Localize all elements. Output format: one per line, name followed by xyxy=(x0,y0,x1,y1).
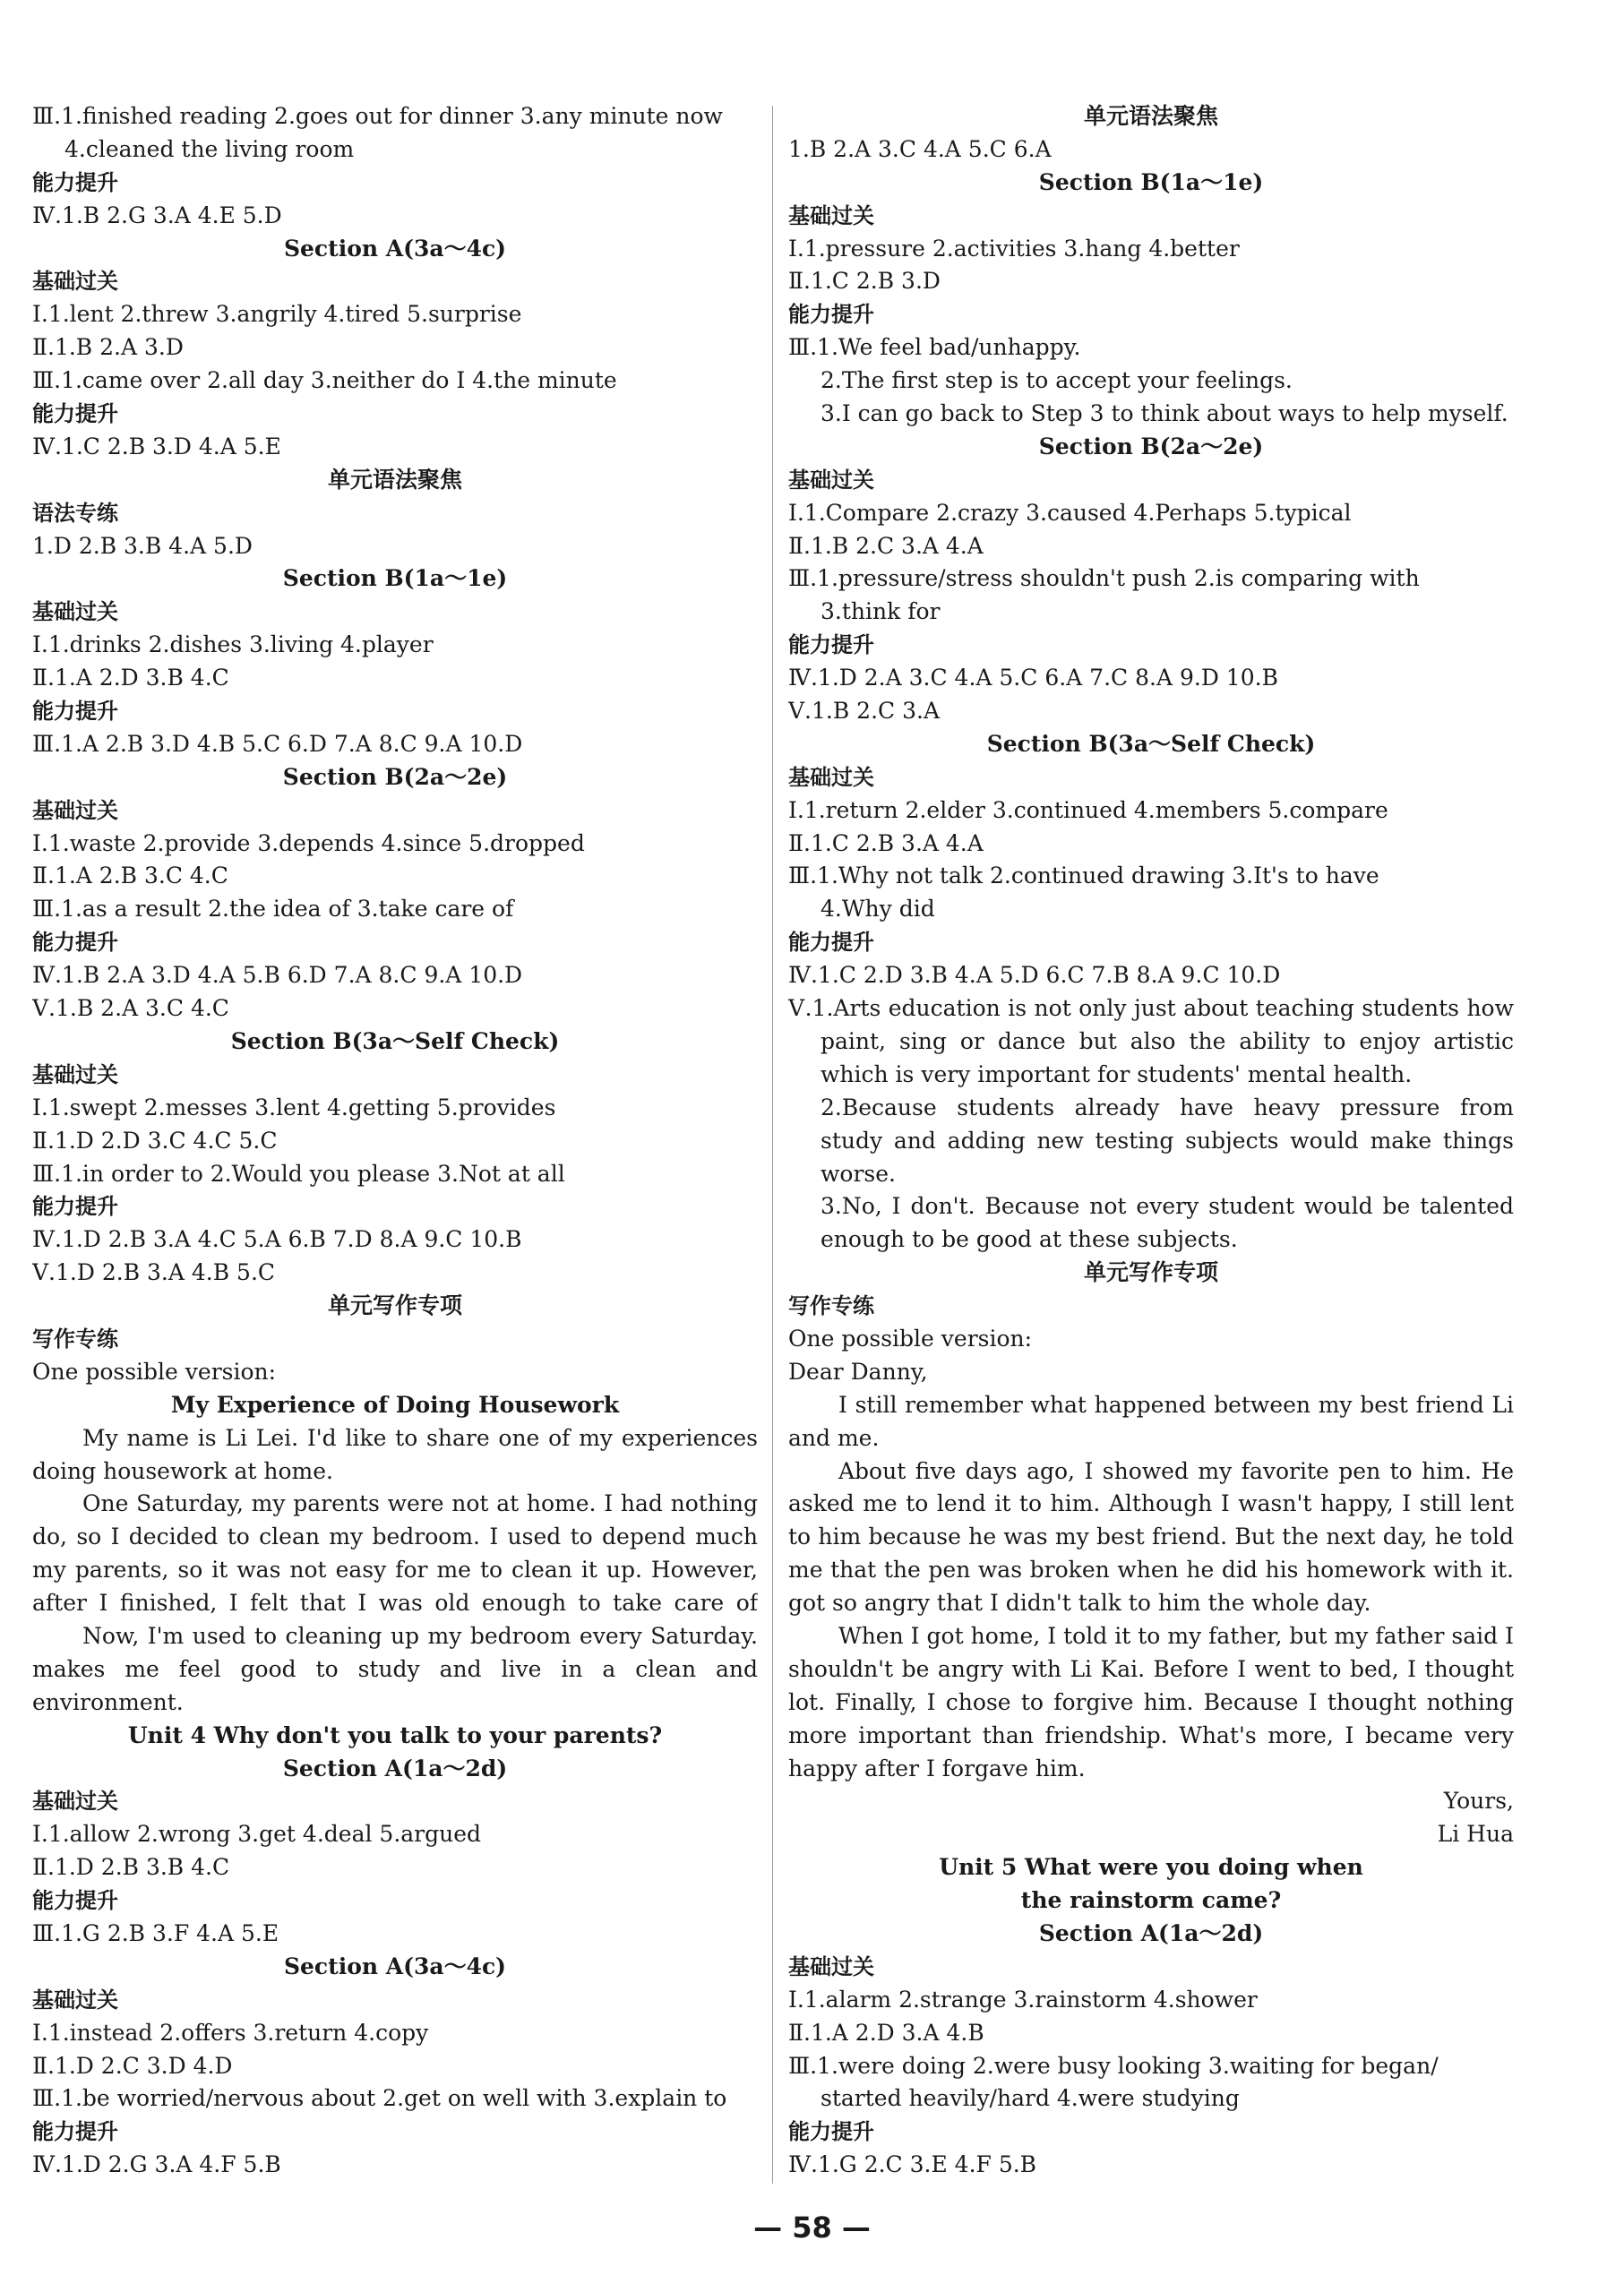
text-line: worse. xyxy=(821,1160,896,1187)
text-line: Ⅴ.1.B 2.C 3.A xyxy=(788,698,941,725)
section-heading: 能力提升 xyxy=(32,1194,118,1220)
section-heading: 基础过关 xyxy=(32,1061,118,1087)
text-line: Ⅳ.1.D 2.B 3.A 4.C 5.A 6.B 7.D 8.A 9.C 10.B xyxy=(32,1226,522,1253)
left-column xyxy=(32,100,758,2182)
text-line: Ⅰ.1.Compare 2.crazy 3.caused 4.Perhaps 5.typical xyxy=(788,499,1352,526)
section-heading: 基础过关 xyxy=(32,1987,118,2013)
section-heading: 语法专练 xyxy=(32,500,118,526)
text-line: Ⅲ.1.be worried/nervous about 2.get on well with 3.explain to xyxy=(32,2085,727,2112)
text-line: doing housework at home. xyxy=(32,1457,333,1484)
text-line: Ⅲ.1.were doing 2.were busy looking 3.waiting for began/ xyxy=(788,2052,1439,2079)
text-line: Ⅰ.1.return 2.elder 3.continued 4.members 5.compare xyxy=(788,796,1388,823)
section-title: Section B(3a～Self Check) xyxy=(986,730,1316,757)
text-line: Ⅱ.1.D 2.D 3.C 4.C 5.C xyxy=(32,1127,278,1154)
page-number: — 58 — xyxy=(753,2210,871,2245)
text-line: About five days ago, I showed my favorite pen to him. He xyxy=(838,1457,1514,1484)
text-line: Ⅱ.1.C 2.B 3.A 4.A xyxy=(788,829,984,856)
column-divider xyxy=(772,106,773,2184)
text-line: Ⅴ.1.Arts education is not only just about teaching students how xyxy=(788,995,1514,1022)
text-line: makes me feel good to study and live in a clean and xyxy=(32,1655,758,1682)
text-line: and me. xyxy=(788,1424,880,1451)
section-heading: 能力提升 xyxy=(32,169,118,195)
text-line: lot. Finally, I chose to forgive him. Because I thought nothing xyxy=(788,1688,1514,1715)
text-line: Ⅰ.1.swept 2.messes 3.lent 4.getting 5.provides xyxy=(32,1094,556,1120)
text-line: Ⅳ.1.C 2.D 3.B 4.A 5.D 6.C 7.B 8.A 9.C 10.D xyxy=(788,962,1281,989)
text-line: 3.I can go back to Step 3 to think about ways to help myself. xyxy=(821,400,1508,427)
text-line: 2.The first step is to accept your feelings. xyxy=(821,367,1293,394)
text-line: got so angry that I didn't talk to him the whole day. xyxy=(788,1590,1371,1617)
text-line: Ⅰ.1.lent 2.threw 3.angrily 4.tired 5.surprise xyxy=(32,301,522,328)
section-heading: 能力提升 xyxy=(32,1888,118,1914)
text-line: 3.No, I don't. Because not every student would be talented xyxy=(821,1193,1514,1220)
section-title: Section B(2a～2e) xyxy=(282,763,508,790)
text-line: Ⅱ.1.D 2.C 3.D 4.D xyxy=(32,2052,233,2079)
text-line: my parents, so it was not easy for me to clean it up. However, xyxy=(32,1557,758,1584)
text-line: to him because he was my best friend. But the next day, he told xyxy=(788,1524,1514,1550)
text-line: Ⅳ.1.B 2.G 3.A 4.E 5.D xyxy=(32,202,282,228)
text-line: Ⅱ.1.B 2.A 3.D xyxy=(32,334,184,361)
text-line: Ⅳ.1.D 2.A 3.C 4.A 5.C 6.A 7.C 8.A 9.D 10.B xyxy=(788,665,1278,691)
section-title: Section B(2a～2e) xyxy=(1038,433,1264,459)
section-heading: 能力提升 xyxy=(32,2119,118,2145)
section-heading: 写作专练 xyxy=(32,1326,118,1352)
section-heading: 能力提升 xyxy=(788,632,874,658)
text-line: Li Hua xyxy=(1437,1821,1514,1848)
text-line: Ⅰ.1.alarm 2.strange 3.rainstorm 4.shower xyxy=(788,1986,1258,2013)
section-heading: 基础过关 xyxy=(32,599,118,625)
text-line: Dear Danny, xyxy=(788,1358,928,1385)
section-title: 单元写作专项 xyxy=(327,1292,462,1319)
text-line: 4.Why did xyxy=(821,896,935,923)
text-line: One Saturday, my parents were not at home. I had nothing xyxy=(82,1490,758,1517)
text-line: Ⅱ.1.A 2.B 3.C 4.C xyxy=(32,863,228,889)
section-title: 单元语法聚焦 xyxy=(327,466,462,493)
text-line: Ⅱ.1.C 2.B 3.D xyxy=(788,268,941,295)
text-line: do, so I decided to clean my bedroom. I used to depend much xyxy=(32,1524,758,1550)
section-title: Section A(1a～2d) xyxy=(282,1755,508,1781)
text-line: Ⅳ.1.C 2.B 3.D 4.A 5.E xyxy=(32,433,281,459)
text-line: Ⅲ.1.finished reading 2.goes out for dinner 3.any minute now xyxy=(32,103,723,129)
text-line: which is very important for students' mental health. xyxy=(821,1060,1413,1087)
text-line: asked me to lend it to him. Although I wasn't happy, I still lent xyxy=(788,1490,1514,1517)
text-line: paint, sing or dance but also the ability to enjoy artistic xyxy=(821,1027,1514,1054)
text-line: happy after I forgave him. xyxy=(788,1755,1086,1781)
section-heading: 基础过关 xyxy=(32,797,118,823)
text-line: I still remember what happened between my best friend Li xyxy=(838,1391,1514,1418)
text-line: Ⅳ.1.G 2.C 3.E 4.F 5.B xyxy=(788,2151,1037,2178)
text-line: started heavily/hard 4.were studying xyxy=(821,2085,1240,2112)
text-line: One possible version: xyxy=(32,1358,277,1385)
section-title: Section A(1a～2d) xyxy=(1038,1919,1264,1946)
text-line: Ⅲ.1.in order to 2.Would you please 3.Not at all xyxy=(32,1160,565,1187)
text-line: 1.B 2.A 3.C 4.A 5.C 6.A xyxy=(788,135,1052,162)
section-title: Section A(3a～4c) xyxy=(283,1953,507,1979)
section-heading: 基础过关 xyxy=(32,1789,118,1815)
text-line: When I got home, I told it to my father, but my father said I xyxy=(838,1622,1514,1649)
text-line: One possible version: xyxy=(788,1325,1033,1352)
text-line: after I finished, I felt that I was old enough to take care of xyxy=(32,1590,758,1617)
text-line: Ⅱ.1.D 2.B 3.B 4.C xyxy=(32,1854,230,1881)
section-heading: 基础过关 xyxy=(788,467,874,493)
text-line: 1.D 2.B 3.B 4.A 5.D xyxy=(32,532,253,559)
right-column xyxy=(788,100,1514,2182)
section-title: Section B(3a～Self Check) xyxy=(230,1027,560,1054)
text-line: study and adding new testing subjects would make things xyxy=(821,1127,1514,1154)
text-line: me that the pen was broken when he did his homework with it. xyxy=(788,1557,1514,1584)
section-heading: 能力提升 xyxy=(788,930,874,956)
text-line: Ⅲ.1.as a result 2.the idea of 3.take care of xyxy=(32,896,514,923)
text-line: Ⅲ.1.A 2.B 3.D 4.B 5.C 6.D 7.A 8.C 9.A 10.D xyxy=(32,730,523,757)
section-title: Section B(1a～1e) xyxy=(1038,168,1264,195)
text-line: Ⅲ.1.came over 2.all day 3.neither do I 4.the minute xyxy=(32,367,617,394)
text-line: My name is Li Lei. I'd like to share one of my experiences xyxy=(82,1424,758,1451)
text-line: 2.Because students already have heavy pressure from xyxy=(821,1094,1514,1120)
text-line: Ⅲ.1.G 2.B 3.F 4.A 5.E xyxy=(32,1919,279,1946)
text-line: environment. xyxy=(32,1688,184,1715)
text-line: enough to be good at these subjects. xyxy=(821,1226,1238,1253)
text-line: Yours, xyxy=(1443,1788,1514,1815)
text-line: more important than friendship. What's more, I became very xyxy=(788,1721,1514,1748)
text-line: 4.cleaned the living room xyxy=(64,135,355,162)
section-heading: 能力提升 xyxy=(32,699,118,725)
text-line: shouldn't be angry with Li Kai. Before I went to bed, I thought xyxy=(788,1655,1514,1682)
text-line: Ⅳ.1.D 2.G 3.A 4.F 5.B xyxy=(32,2151,281,2178)
section-heading: 能力提升 xyxy=(788,302,874,328)
text-line: Ⅴ.1.B 2.A 3.C 4.C xyxy=(32,995,229,1022)
text-line: Ⅴ.1.D 2.B 3.A 4.B 5.C xyxy=(32,1259,276,1286)
section-heading: 写作专练 xyxy=(788,1293,874,1319)
section-title: the rainstorm came? xyxy=(1020,1887,1282,1914)
text-line: Now, I'm used to cleaning up my bedroom every Saturday. xyxy=(82,1622,758,1649)
text-line: Ⅰ.1.waste 2.provide 3.depends 4.since 5.dropped xyxy=(32,829,585,856)
section-heading: 基础过关 xyxy=(32,269,118,295)
text-line: Ⅱ.1.A 2.D 3.B 4.C xyxy=(32,665,229,691)
section-heading: 能力提升 xyxy=(32,401,118,427)
section-title: Section A(3a～4c) xyxy=(283,235,507,262)
text-line: Ⅱ.1.A 2.D 3.A 4.B xyxy=(788,2019,984,2046)
text-line: Ⅱ.1.B 2.C 3.A 4.A xyxy=(788,532,984,559)
text-line: Ⅲ.1.We feel bad/unhappy. xyxy=(788,334,1081,361)
text-line: Ⅰ.1.drinks 2.dishes 3.living 4.player xyxy=(32,631,434,658)
text-line: Ⅲ.1.Why not talk 2.continued drawing 3.It's to have xyxy=(788,863,1379,889)
text-line: Ⅰ.1.pressure 2.activities 3.hang 4.better xyxy=(788,235,1240,262)
text-line: Ⅰ.1.allow 2.wrong 3.get 4.deal 5.argued xyxy=(32,1821,482,1848)
section-title: 单元写作专项 xyxy=(1083,1259,1218,1286)
text-line: Ⅳ.1.B 2.A 3.D 4.A 5.B 6.D 7.A 8.C 9.A 10.D xyxy=(32,962,523,989)
section-title: Section B(1a～1e) xyxy=(282,565,508,592)
text-line: Ⅰ.1.instead 2.offers 3.return 4.copy xyxy=(32,2019,429,2046)
section-title: 单元语法聚焦 xyxy=(1083,103,1218,129)
section-heading: 基础过关 xyxy=(788,202,874,228)
text-line: 3.think for xyxy=(821,598,941,625)
section-heading: 基础过关 xyxy=(788,764,874,790)
section-title: Unit 5 What were you doing when xyxy=(939,1854,1363,1881)
section-heading: 能力提升 xyxy=(32,930,118,956)
section-heading: 能力提升 xyxy=(788,2119,874,2145)
section-title: My Experience of Doing Housework xyxy=(170,1391,620,1418)
section-heading: 基础过关 xyxy=(788,1953,874,1979)
section-title: Unit 4 Why don't you talk to your parents? xyxy=(127,1721,663,1748)
text-line: Ⅲ.1.pressure/stress shouldn't push 2.is comparing with xyxy=(788,565,1420,592)
